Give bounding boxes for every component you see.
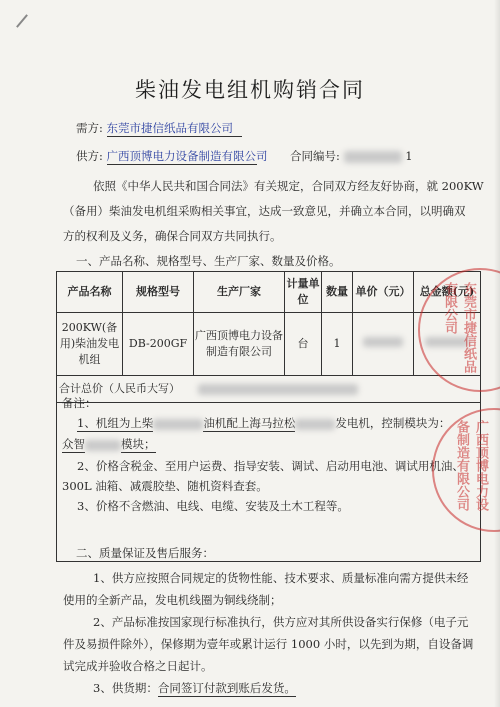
contract-no-redacted [344, 151, 402, 163]
total-redacted [198, 384, 358, 395]
cell-product-name: 200KW(备用)柴油发电机组 [57, 313, 123, 376]
section-2-heading: 二、质量保证及售后服务： [76, 546, 214, 560]
buyer-label: 需方: [76, 121, 103, 135]
clause-2-cont2: 试完成并验收合格之日起计。 [63, 659, 213, 673]
clause-3: 3、供货期：合同签订付款到账后发货。 [93, 681, 296, 695]
remark-1-cont: 众智 模块； [62, 437, 156, 451]
seller-name: 广西顶博电力设备制造有限公司 [106, 149, 268, 163]
header-maker: 生产厂家 [194, 272, 285, 313]
clause-1-cont: 使用的全新产品，发电机线圈为铜线绕制； [63, 593, 282, 607]
remark-2-cont: 300L 油箱、减震胶垫、随机资料查套。 [62, 479, 268, 493]
buyer-row [76, 120, 242, 137]
table-row [57, 313, 481, 376]
header-total: 总金额(元) [414, 272, 481, 313]
remark-1: 1、机组为上柴 油机配上海马拉松 发电机，控制模块为： [77, 416, 451, 430]
table-header-row [57, 272, 481, 313]
contract-no-label: 合同编号: [290, 149, 340, 163]
header-product-name: 产品名称 [57, 272, 123, 313]
header-unit: 计量单位 [285, 272, 322, 313]
clause-2-cont: 件及易损件除外），保修期为壹年或累计运行 1000 小时，以先到为期，自设备调 [63, 637, 474, 651]
remark-2: 2、价格含税金、至用户运费、指导安装、调试、启动用电池、调试用机油、 [77, 459, 464, 473]
seal-top-text: 东莞市捷信纸品有限公司 [442, 282, 476, 373]
seller-label: 供方: [76, 149, 103, 163]
cell-unit-price [353, 313, 414, 376]
total-label: 合计总价（人民币大写） [59, 382, 180, 395]
cell-model: DB-200GF [123, 313, 194, 376]
intro-line-3: 方的权利及义务，确保合同双方共同执行。 [63, 229, 282, 243]
document-title: 柴油发电组机购销合同 [135, 78, 365, 102]
contract-no-value: 1 [405, 149, 413, 163]
cell-qty: 1 [322, 313, 353, 376]
intro-line-2: （备用）柴油发电机组采购相关事宜，达成一致意见，并确立本合同，以明确双 [63, 204, 466, 218]
header-model: 规格型号 [123, 272, 194, 313]
total-cell [57, 376, 481, 403]
cell-maker: 广西顶博电力设备制造有限公司 [194, 313, 285, 376]
contract-no-row [290, 148, 413, 164]
header-qty: 数量 [322, 272, 353, 313]
clause-2: 2、产品标准按国家现行标准执行，供方应对其所供设备实行保修（电子元 [93, 615, 469, 629]
header-unit-price: 单价（元） [353, 272, 414, 313]
page-edge-shadow [494, 0, 500, 707]
remark-3: 3、价格不含燃油、电线、电缆、安装及土木工程等。 [77, 499, 349, 513]
remarks-label: 备注： [62, 396, 97, 410]
section-1-heading: 一、产品名称、规格型号、生产厂家、数量及价格。 [76, 254, 341, 268]
seller-row [76, 148, 268, 165]
cell-unit: 台 [285, 313, 322, 376]
intro-line-1: 依照《中华人民共和国合同法》有关规定，合同双方经友好协商，就 200KW [93, 179, 484, 193]
clause-1: 1、供方应按照合同规定的货物性能、技术要求、质量标准向需方提供未经 [93, 571, 469, 585]
total-row [57, 376, 481, 403]
corner-mark [16, 14, 28, 28]
buyer-name: 东莞市捷信纸品有限公司 [107, 120, 242, 137]
seal-right-text: 广西顶博电力设备制造有限公司 [454, 420, 488, 511]
